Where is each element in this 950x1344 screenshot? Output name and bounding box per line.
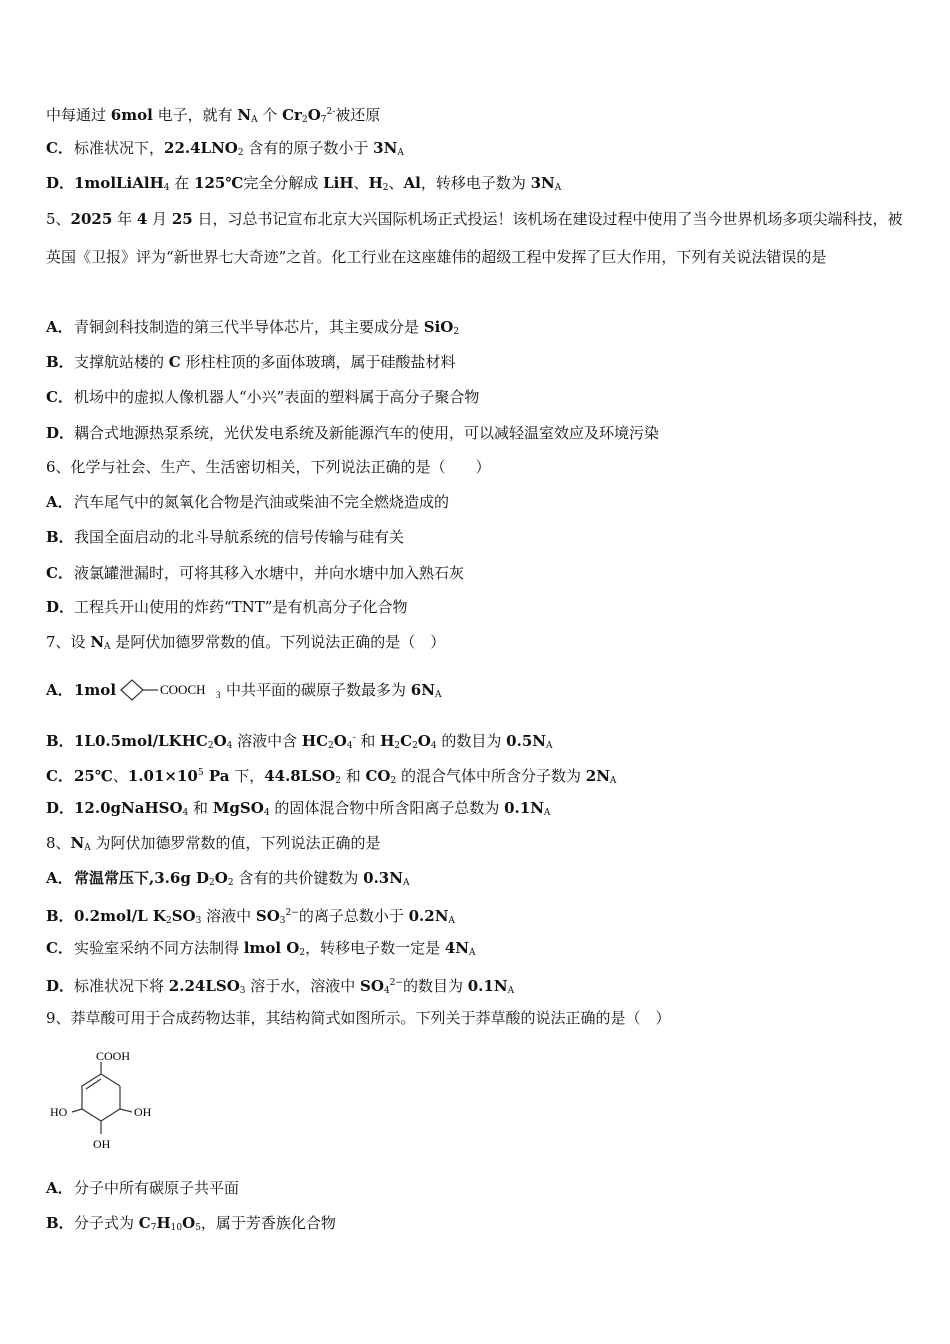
text-segment: A	[469, 948, 476, 958]
text-segment: 6mol	[110, 106, 153, 124]
text-segment: 25℃	[74, 767, 113, 785]
option-label: C．	[46, 388, 73, 406]
text-segment: 、	[353, 174, 369, 192]
text-segment: 2.24LSO	[168, 977, 240, 995]
text-segment: 4N	[444, 939, 470, 957]
text-segment: 2	[453, 327, 460, 337]
text-segment: A	[84, 843, 91, 853]
option-label: B．	[46, 353, 74, 371]
option-label: C．	[46, 139, 73, 157]
line-1	[46, 137, 910, 164]
text-segment: 5、	[46, 210, 71, 228]
text-segment: 我国全面启动的北斗导航系统的信号传输与硅有关	[74, 528, 405, 546]
text-segment: 液氯罐泄漏时，可将其移入水塘中，并向水塘中加入熟石灰	[74, 564, 465, 582]
text-segment: C	[168, 353, 181, 371]
question-9-stem	[46, 1007, 910, 1029]
text-segment: 7	[150, 1223, 157, 1233]
option-label: B．	[46, 1214, 74, 1232]
text-segment: ，转移电子数为	[420, 174, 531, 192]
text-segment: 被还原	[335, 106, 381, 124]
text-segment: 0.5N	[506, 732, 546, 750]
text-segment: 4	[136, 210, 148, 228]
text-segment: 4	[383, 986, 390, 996]
text-segment: MgSO	[212, 799, 264, 817]
text-segment: 6、化学与社会、生产、生活密切相关，下列说法正确的是（ ）	[46, 458, 491, 476]
text-segment: 工程兵开山使用的炸药“TNT”是有机高分子化合物	[74, 598, 408, 616]
text-segment: 1molLiAlH	[74, 174, 164, 192]
line-17	[46, 797, 910, 824]
text-segment: 的数目为	[402, 977, 468, 995]
text-segment: 12.0gNaHSO	[74, 799, 183, 817]
line-11	[46, 562, 910, 584]
text-segment: SO	[171, 907, 196, 925]
text-segment: 的离子总数小于	[298, 907, 409, 925]
text-segment: 在	[169, 174, 195, 192]
text-segment: 6N	[410, 681, 435, 699]
text-segment: 日，习总书记宣布北京大兴国际机场正式投运！该机场在建设过程中使用了当今世界机场多项尖端科技，被英国《卫报》评为“新世界七大奇迹”之首。化工行业在这座雄伟的超级工程中发挥了巨大作用，下列有关说法错误的是	[46, 210, 903, 266]
option-label: B．	[46, 732, 74, 750]
line-25	[46, 1212, 910, 1239]
line-19	[46, 867, 910, 894]
text-segment: 2	[390, 776, 397, 786]
text-segment: 标准状况下将	[74, 977, 169, 995]
option-label: C．	[46, 767, 73, 785]
text-segment: 3	[279, 916, 286, 926]
text-segment: 为阿伏加德罗常数的值，下列说法正确的是	[90, 834, 381, 852]
text-segment: SO	[360, 977, 384, 995]
text-segment: 含有的共价键数为	[233, 869, 364, 887]
text-segment: HC	[301, 732, 329, 750]
text-segment: 10	[170, 1223, 183, 1233]
text-segment: 1L0.5mol/LKHC	[74, 732, 208, 750]
text-segment: 4	[346, 741, 353, 751]
text-segment: 5	[195, 1223, 201, 1233]
option-label: A．	[46, 869, 73, 887]
line-4	[46, 316, 910, 343]
text-segment: 4	[163, 183, 170, 193]
text-segment: 常温常压下,3.6g D	[74, 869, 210, 887]
text-segment: 2	[412, 741, 418, 751]
line-7	[46, 422, 910, 444]
text-segment: 溶液中	[201, 907, 256, 925]
text-segment: 2-	[326, 107, 336, 117]
option-label: D．	[46, 424, 75, 442]
line-24	[46, 1177, 910, 1199]
text-segment: A	[448, 916, 455, 926]
text-segment: 形柱柱顶的多面体玻璃，属于硅酸盐材料	[180, 353, 456, 371]
text-segment: 7、设	[46, 633, 91, 651]
option-label: A．	[46, 1179, 73, 1197]
text-segment: 完全分解成	[243, 174, 324, 192]
text-segment: 是阿伏加德罗常数的值。下列说法正确的是（ ）	[110, 633, 446, 651]
text-segment: A	[507, 986, 515, 996]
text-segment: N	[90, 633, 105, 651]
text-segment: 实验室采纳不同方法制得	[74, 939, 244, 957]
oh-right-label: OH	[134, 1105, 152, 1119]
text-segment: 4	[430, 741, 437, 751]
text-segment: 2−	[285, 908, 299, 918]
text-segment: N	[237, 106, 252, 124]
text-segment: 下，	[229, 767, 265, 785]
line-21	[46, 937, 910, 964]
line-12	[46, 596, 910, 618]
text-segment: Pa	[203, 767, 230, 785]
text-segment: 2	[227, 878, 234, 888]
line-16	[46, 762, 910, 792]
text-segment: A	[554, 183, 562, 193]
text-segment: 2025	[70, 210, 113, 228]
text-segment: H	[156, 1214, 171, 1232]
text-segment: 25	[171, 210, 193, 228]
text-segment: O	[214, 869, 228, 887]
text-segment: A	[434, 690, 442, 700]
text-segment: SiO	[423, 318, 454, 336]
line-15	[46, 727, 910, 757]
text-segment: 、	[388, 174, 404, 192]
text-segment: 中共平面的碳原子数最多为	[226, 681, 411, 699]
text-segment: 2	[301, 115, 308, 125]
line-6	[46, 386, 910, 408]
text-segment: 8、	[46, 834, 71, 852]
option-label: B．	[46, 907, 74, 925]
text-segment: 3	[239, 986, 246, 996]
text-segment: 0.3N	[363, 869, 403, 887]
line-5	[46, 351, 910, 373]
text-segment: A	[609, 776, 617, 786]
text-segment: 1.01×10	[127, 767, 198, 785]
text-segment: 2	[207, 741, 214, 751]
text-segment: 分子中所有碳原子共平面	[74, 1179, 240, 1197]
text-segment: 青铜剑科技制造的第三代半导体芯片，其主要成分是	[74, 318, 424, 336]
text-segment: LiH	[323, 174, 354, 192]
text-segment: 2	[165, 916, 172, 926]
text-segment: 2−	[389, 978, 403, 988]
text-segment: -	[352, 733, 356, 743]
text-segment: 3N	[530, 174, 555, 192]
text-segment: 0.2N	[408, 907, 449, 925]
text-segment: 耦合式地源热泵系统，光伏发电系统及新能源汽车的使用，可以减轻温室效应及环境污染	[74, 424, 660, 442]
text-segment: 22.4LNO	[164, 139, 238, 157]
ho-left-label: HO	[50, 1105, 68, 1119]
text-segment: 5	[197, 768, 204, 778]
text-segment: SO	[255, 907, 280, 925]
text-segment: 和	[188, 799, 213, 817]
text-segment: 0.1N	[504, 799, 544, 817]
text-segment: 电子，就有	[152, 106, 238, 124]
text-segment: A	[397, 148, 404, 158]
text-segment: 的混合气体中所含分子数为	[396, 767, 586, 785]
question-7-stem	[46, 631, 910, 658]
question-8-stem	[46, 832, 910, 859]
text-segment: 和	[340, 767, 366, 785]
option-label: C．	[46, 564, 73, 582]
text-segment: 0.2mol/L K	[74, 907, 166, 925]
line-0	[46, 101, 910, 131]
option-label: D．	[46, 598, 75, 616]
text-segment: 汽车尾气中的氮氧化合物是汽油或柴油不完全燃烧造成的	[74, 493, 450, 511]
text-segment: 分子式为	[74, 1214, 139, 1232]
text-segment: 个	[257, 106, 283, 124]
oh-bottom-label: OH	[93, 1137, 111, 1151]
line-9	[46, 491, 910, 513]
text-segment: 溶液中含	[232, 732, 302, 750]
option-label: D．	[46, 799, 75, 817]
text-segment: 2	[382, 183, 389, 193]
line-14	[46, 676, 910, 709]
line-2	[46, 172, 910, 199]
text-segment: 1mol	[74, 681, 117, 699]
text-segment: lmol O	[243, 939, 300, 957]
text-segment: 支撑航站楼的	[74, 353, 169, 371]
option-label: A．	[46, 318, 73, 336]
line-10	[46, 526, 910, 548]
text-segment: A	[251, 115, 258, 125]
text-segment: 月	[147, 210, 172, 228]
text-segment: 4	[263, 808, 270, 818]
text-segment: O	[307, 106, 321, 124]
text-segment: 7	[320, 115, 327, 125]
text-segment: 2	[335, 776, 341, 786]
text-segment: A	[543, 808, 551, 818]
text-segment: 和	[355, 732, 381, 750]
text-segment: 4	[182, 808, 189, 818]
option-label: C．	[46, 939, 73, 957]
text-segment: O	[417, 732, 431, 750]
text-segment: 的固体混合物中所含阳离子总数为	[269, 799, 505, 817]
question-6-stem	[46, 456, 910, 478]
text-segment: C	[400, 732, 413, 750]
text-segment: O	[182, 1214, 196, 1232]
text-segment: 0.1N	[467, 977, 508, 995]
text-segment: A	[402, 878, 410, 888]
text-segment: A	[104, 642, 111, 652]
text-segment: H	[368, 174, 383, 192]
text-segment: 2	[394, 741, 401, 751]
text-segment: 标准状况下，	[74, 139, 165, 157]
text-segment: CO	[365, 767, 391, 785]
line-22	[46, 972, 910, 1002]
text-segment: 2	[209, 878, 215, 888]
text-segment: 3N	[373, 139, 398, 157]
text-segment: 44.8LSO	[264, 767, 336, 785]
option-label: D．	[46, 977, 75, 995]
text-segment: 2N	[585, 767, 610, 785]
option-label: A．	[46, 681, 73, 699]
text-segment: Al	[403, 174, 421, 192]
cooch3-label: COOCH	[160, 682, 206, 697]
text-segment: 2	[328, 741, 334, 751]
text-segment: A	[545, 741, 553, 751]
cyclobutyl-ester-structure	[118, 677, 224, 705]
text-segment: 年	[112, 210, 137, 228]
text-segment: 3	[195, 916, 202, 926]
text-segment: 机场中的虚拟人像机器人“小兴”表面的塑料属于高分子聚合物	[74, 388, 480, 406]
text-segment: 中每通过	[46, 106, 111, 124]
cooch3-subscript: 3	[216, 690, 221, 700]
text-segment: 2	[237, 148, 244, 158]
text-segment: Cr	[282, 106, 302, 124]
text-segment: 2	[299, 948, 306, 958]
text-segment: 的数目为	[436, 732, 507, 750]
text-segment: 125℃	[194, 174, 244, 192]
line-20	[46, 902, 910, 932]
shikimic-acid-structure	[46, 1046, 166, 1156]
question-5-stem	[46, 200, 910, 276]
text-segment: N	[70, 834, 85, 852]
text-segment: 含有的原子数小于	[243, 139, 374, 157]
text-segment: 4	[226, 741, 233, 751]
option-label: D．	[46, 174, 75, 192]
text-segment: O	[333, 732, 347, 750]
text-segment: ，属于芳香族化合物	[200, 1214, 336, 1232]
text-segment: O	[213, 732, 227, 750]
option-label: A．	[46, 493, 73, 511]
text-segment: H	[380, 732, 395, 750]
option-label: B．	[46, 528, 74, 546]
text-segment: ，转移电子数一定是	[305, 939, 445, 957]
text-segment: 9、莽草酸可用于合成药物达菲，其结构简式如图所示。下列关于莽草酸的说法正确的是（ ）	[46, 1009, 671, 1027]
cooh-label: COOH	[96, 1049, 131, 1063]
text-segment: 、	[112, 767, 128, 785]
text-segment: C	[138, 1214, 151, 1232]
text-segment: 溶于水，溶液中	[245, 977, 361, 995]
